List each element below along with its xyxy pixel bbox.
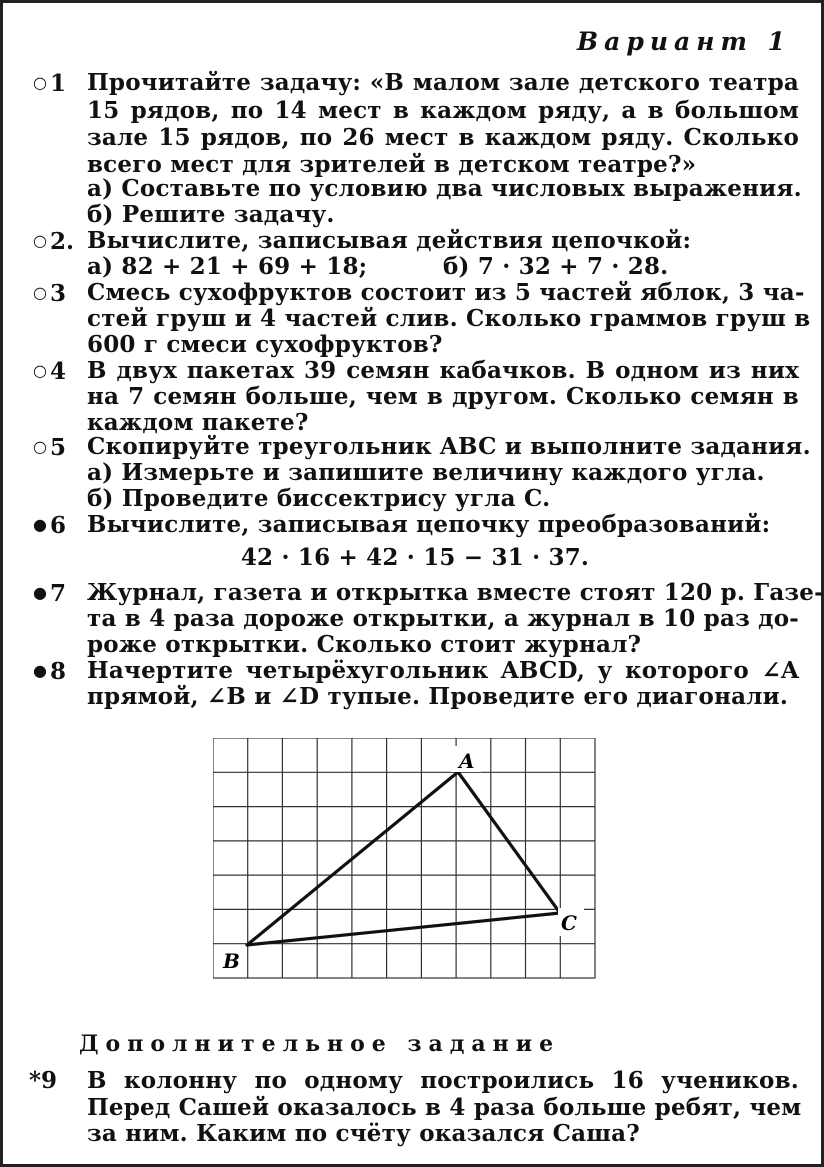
- task-4-line-2: на 7 семян больше, чем в другом. Сколько семян в: [87, 383, 799, 410]
- task-5-part-b: б) Проведите биссектрису угла C.: [87, 485, 551, 512]
- task-7-number: ● 7: [33, 580, 66, 607]
- task-3-line-1: Смесь сухофруктов состоит из 5 частей яблок, 3 ча-: [87, 279, 805, 306]
- task-3-line-2: стей груш и 4 частей слив. Сколько граммов груш в: [87, 305, 811, 332]
- task-9-line-2: Перед Сашей оказалось в 4 раза больше ребят, чем: [87, 1094, 802, 1121]
- task-2-number: ○ 2.: [33, 228, 74, 255]
- task-4-line-3: каждом пакете?: [87, 409, 309, 436]
- task-6-number: ● 6: [33, 512, 66, 539]
- task-6-marker: ●: [33, 515, 47, 534]
- task-4-number: ○ 4: [33, 358, 66, 385]
- task-8-line-1: Начертите четырёхугольник ABCD, у которого ∠A: [87, 657, 799, 684]
- task-5-marker: ○: [33, 437, 47, 456]
- task-1-number: ○ 1: [33, 70, 66, 97]
- task-9-number: *9: [29, 1067, 58, 1094]
- task-1-marker: ○: [33, 73, 47, 92]
- task-9-line-3: за ним. Каким по счёту оказался Саша?: [87, 1120, 640, 1147]
- triangle-grid-figure: [213, 738, 603, 983]
- task-4-marker: ○: [33, 361, 47, 380]
- triangle-abc: [247, 772, 560, 945]
- task-3-number: ○ 3: [33, 280, 66, 307]
- variant-title: Вариант 1: [577, 27, 791, 56]
- task-6-expression: 42 · 16 + 42 · 15 − 31 · 37.: [240, 544, 590, 571]
- task-9-marker: *: [29, 1067, 42, 1094]
- task-6-line-1: Вычислите, записывая цепочку преобразований:: [87, 511, 771, 538]
- task-5-line-1: Скопируйте треугольник ABC и выполните задания.: [87, 433, 811, 460]
- task-3-line-3: 600 г смеси сухофруктов?: [87, 331, 443, 358]
- task-2-line-1: Вычислите, записывая действия цепочкой:: [87, 227, 692, 254]
- task-5-part-a: а) Измерьте и запишите величину каждого угла.: [87, 459, 765, 486]
- task-4-line-1: В двух пакетах 39 семян кабачков. В одном из них: [87, 357, 799, 384]
- task-1-line-1: Прочитайте задачу: «В малом зале детского театра: [87, 69, 799, 96]
- task-8-marker: ●: [33, 661, 47, 680]
- vertex-label-c: C: [561, 911, 577, 935]
- task-1-line-3: зале 15 рядов, по 26 мест в каждом ряду. Сколько: [87, 124, 799, 151]
- task-1-part-a: а) Составьте по условию два числовых выражения.: [87, 175, 802, 202]
- task-8-line-2: прямой, ∠B и ∠D тупые. Проведите его диагонали.: [87, 683, 789, 710]
- task-7-line-3: роже открытки. Сколько стоит журнал?: [87, 631, 642, 658]
- extra-heading: Дополнительное задание: [79, 1031, 561, 1057]
- task-2-part-a: а) 82 + 21 + 69 + 18;: [87, 253, 368, 280]
- task-2-marker: ○: [33, 231, 47, 250]
- task-7-marker: ●: [33, 583, 47, 602]
- task-9-line-1: В колонну по одному построились 16 учеников.: [87, 1067, 799, 1094]
- vertex-label-a: A: [459, 749, 475, 773]
- task-1-part-b: б) Решите задачу.: [87, 201, 335, 228]
- task-1-line-2: 15 рядов, по 14 мест в каждом ряду, а в большом: [87, 97, 799, 124]
- task-5-number: ○ 5: [33, 434, 66, 461]
- task-7-line-1: Журнал, газета и открытка вместе стоят 120 р. Газе-: [87, 579, 824, 606]
- task-2-part-b: б) 7 · 32 + 7 · 28.: [443, 253, 669, 280]
- task-7-line-2: та в 4 раза дороже открытки, а журнал в 10 раз до-: [87, 605, 799, 632]
- task-1-line-4: всего мест для зрителей в детском театре?»: [87, 151, 697, 178]
- task-3-marker: ○: [33, 283, 47, 302]
- vertex-label-b: B: [223, 949, 240, 973]
- task-8-number: ● 8: [33, 658, 66, 685]
